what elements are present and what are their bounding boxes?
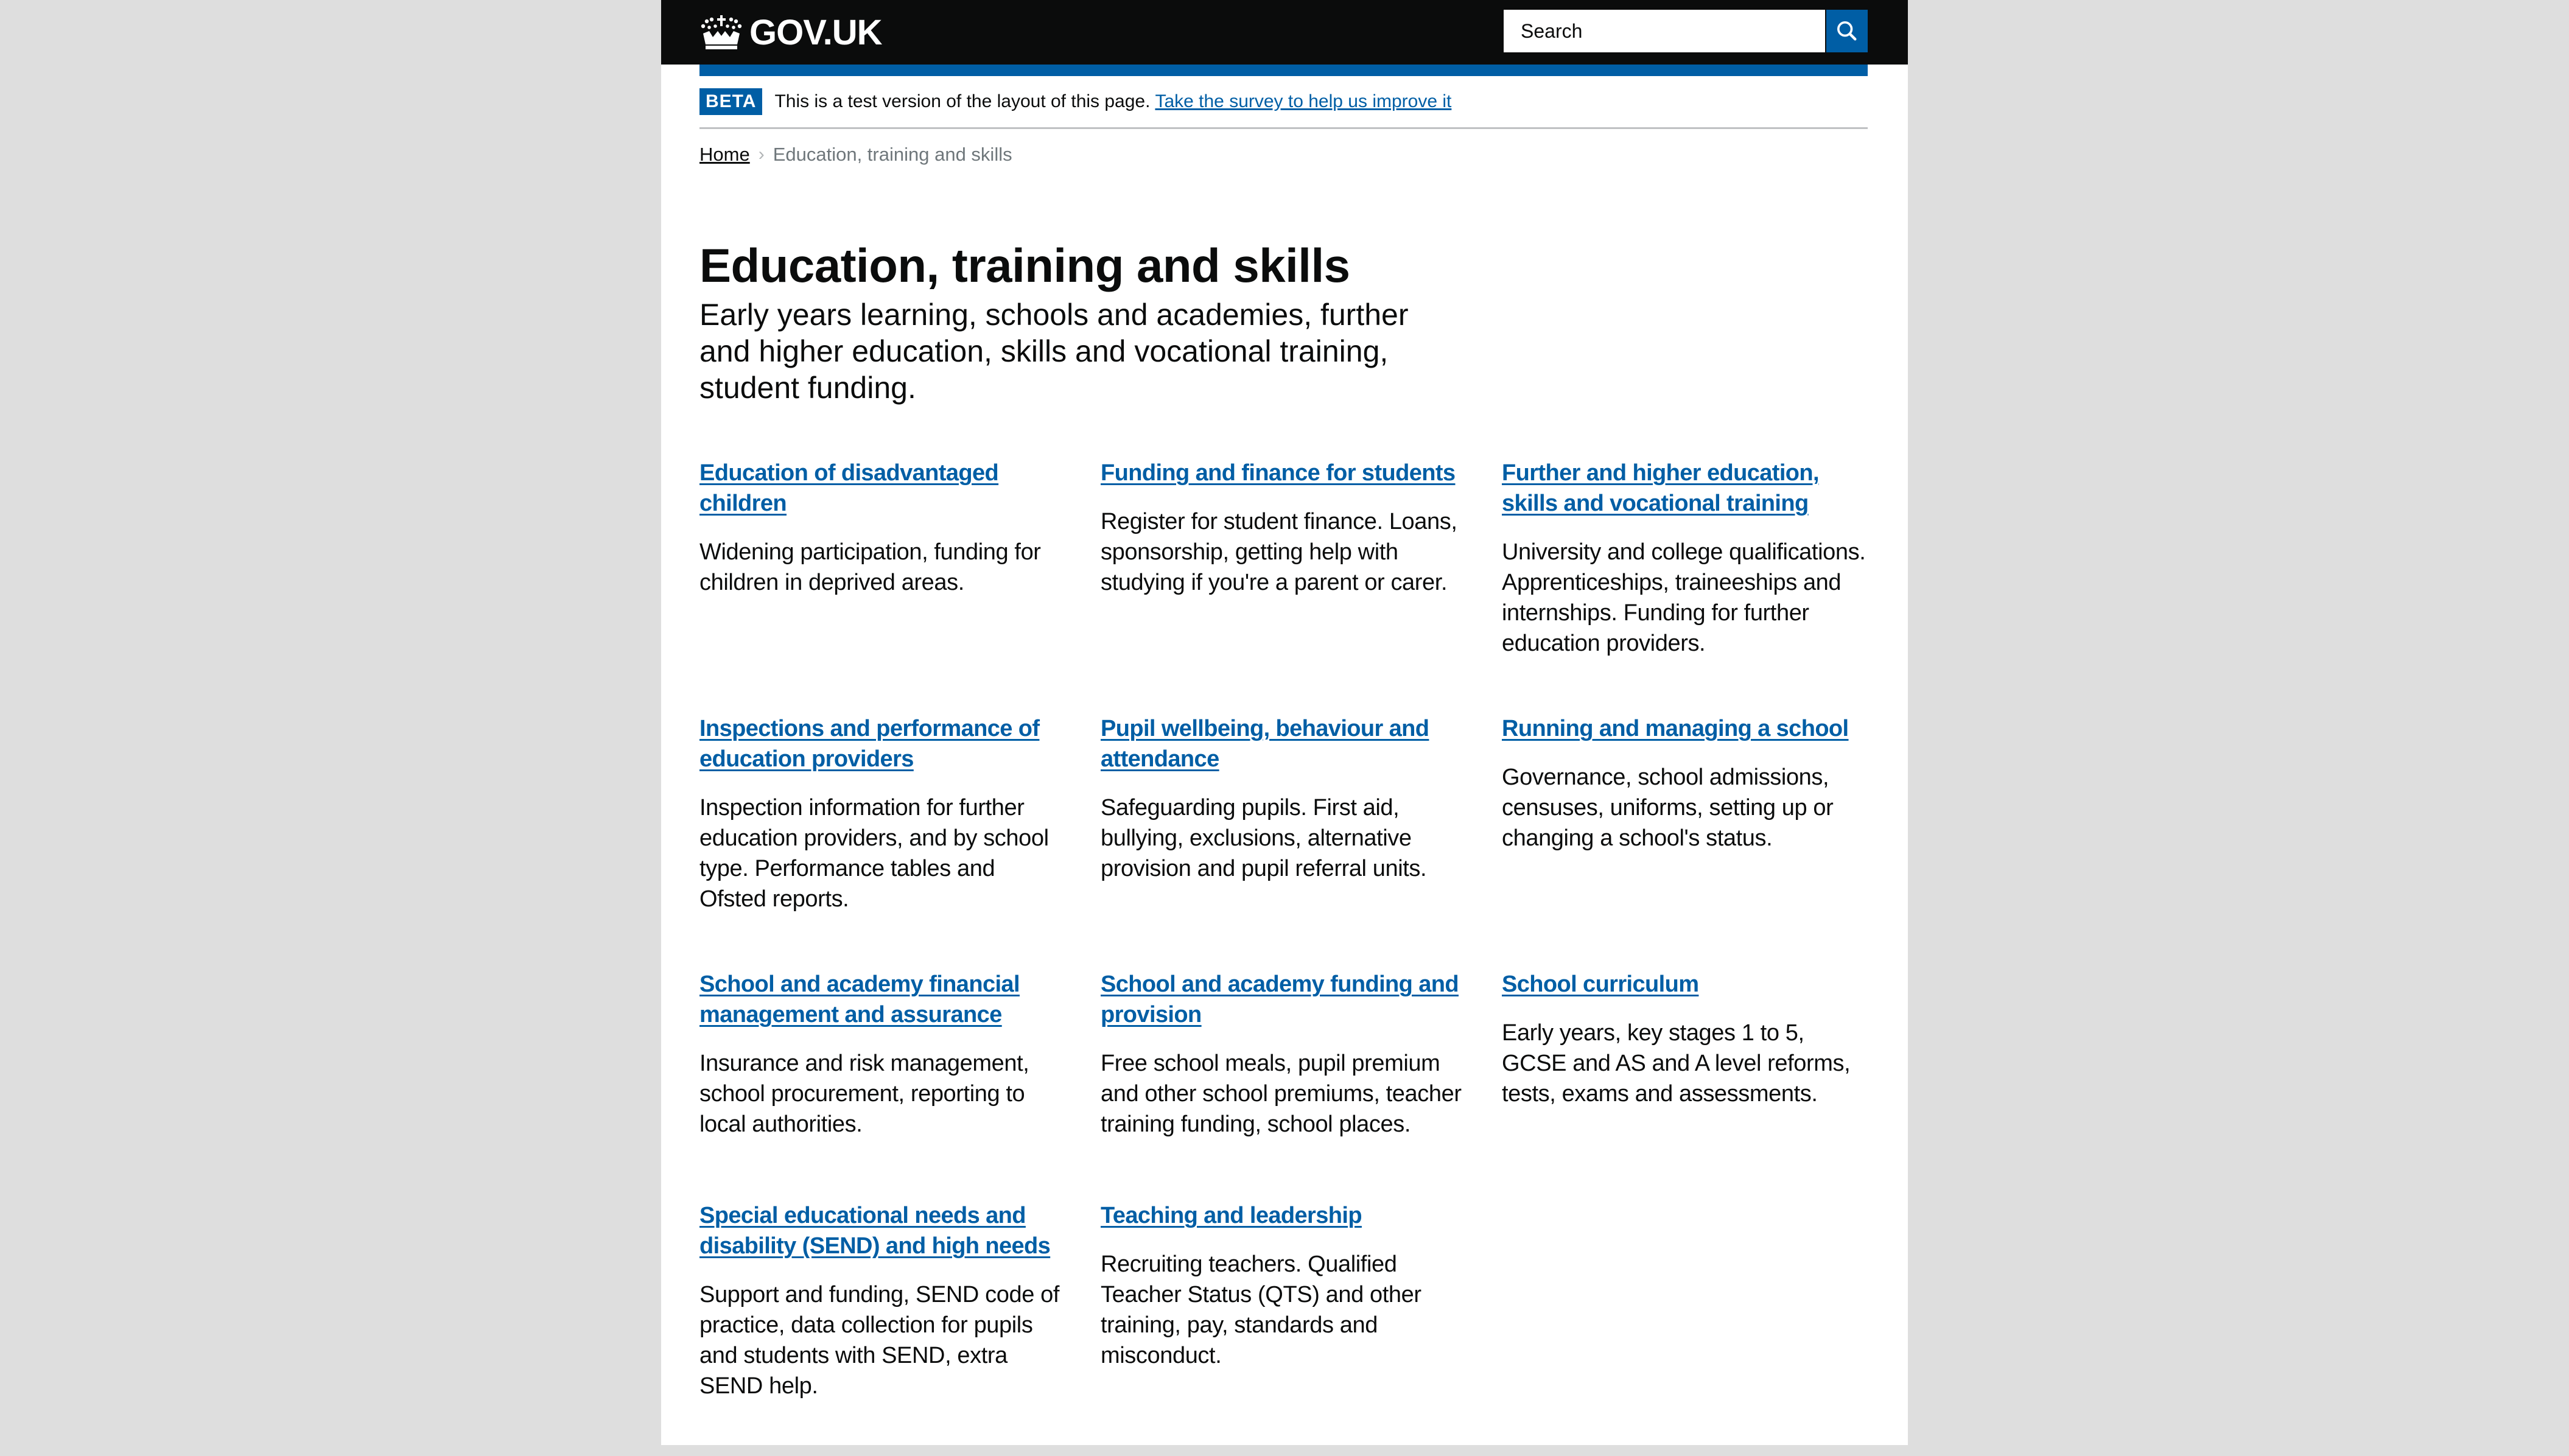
topic-description: Governance, school admissions, censuses, uniforms, setting up or changing a school's status. bbox=[1502, 765, 1834, 851]
topic-card bbox=[1101, 713, 1466, 969]
topic-card bbox=[1502, 458, 1867, 713]
site-header bbox=[661, 0, 1908, 65]
banner-divider bbox=[699, 127, 1868, 129]
beta-banner bbox=[699, 88, 1451, 115]
survey-link[interactable]: Take the survey to help us improve it bbox=[1155, 91, 1452, 111]
topic-link[interactable]: School and academy funding and provision bbox=[1101, 971, 1459, 1027]
breadcrumb-current: Education, training and skills bbox=[773, 144, 1012, 165]
topic-description: Safeguarding pupils. First aid, bullying, exclusions, alternative provision and pupil referral units. bbox=[1101, 795, 1427, 881]
search-icon bbox=[1835, 19, 1859, 43]
topic-link[interactable]: Inspections and performance of education providers bbox=[699, 716, 1040, 772]
breadcrumb-home[interactable]: Home bbox=[699, 144, 750, 165]
topic-link[interactable]: Funding and finance for students bbox=[1101, 460, 1456, 486]
topic-description: Register for student finance. Loans, sponsorship, getting help with studying if you're a parent or carer. bbox=[1101, 509, 1457, 595]
topic-link[interactable]: Special educational needs and disability (SEND) and high needs bbox=[699, 1203, 1051, 1259]
topic-card bbox=[1101, 1200, 1466, 1456]
topic-card bbox=[699, 969, 1065, 1200]
topic-description: Inspection information for further education providers, and by school type. Performance tables and Ofsted reports. bbox=[699, 795, 1049, 912]
beta-text: This is a test version of the layout of this page. bbox=[774, 91, 1151, 111]
topic-description: Insurance and risk management, school procurement, reporting to local authorities. bbox=[699, 1051, 1029, 1137]
topic-link[interactable]: Further and higher education, skills and vocational training bbox=[1502, 460, 1819, 516]
topic-card bbox=[1502, 713, 1867, 969]
topic-description: Widening participation, funding for children in deprived areas. bbox=[699, 539, 1041, 595]
topic-link[interactable]: School curriculum bbox=[1502, 971, 1699, 997]
page-title: Education, training and skills bbox=[699, 239, 1350, 292]
topic-link[interactable]: Teaching and leadership bbox=[1101, 1203, 1362, 1228]
chevron-right-icon: › bbox=[758, 144, 765, 164]
page-container bbox=[661, 0, 1908, 1445]
search-button[interactable] bbox=[1825, 10, 1868, 52]
topic-description: Support and funding, SEND code of practice, data collection for pupils and students with SEND, extra SEND help. bbox=[699, 1282, 1059, 1399]
search-form bbox=[1504, 10, 1868, 52]
topic-card bbox=[699, 458, 1065, 713]
page-description: Early years learning, schools and academies, further and higher education, skills and vocational training, student funding. bbox=[699, 298, 1409, 405]
search-input[interactable] bbox=[1504, 10, 1825, 52]
breadcrumb bbox=[699, 141, 1012, 168]
crown-icon bbox=[699, 14, 743, 51]
topic-description: Early years, key stages 1 to 5, GCSE and AS and A level reforms, tests, exams and assessments. bbox=[1502, 1020, 1851, 1107]
header-blue-bar bbox=[699, 65, 1868, 76]
topic-grid bbox=[699, 458, 1868, 1456]
topic-description: Recruiting teachers. Qualified Teacher Status (QTS) and other training, pay, standards and misconduct. bbox=[1101, 1251, 1421, 1368]
topic-link[interactable]: Running and managing a school bbox=[1502, 716, 1849, 741]
govuk-logo-link[interactable] bbox=[699, 12, 881, 52]
beta-tag: BETA bbox=[699, 88, 762, 115]
topic-link[interactable]: Education of disadvantaged children bbox=[699, 460, 999, 516]
topic-description: University and college qualifications. Apprenticeships, traineeships and internships. Funding for further education providers. bbox=[1502, 539, 1866, 656]
topic-card bbox=[1101, 458, 1466, 713]
topic-card bbox=[1502, 969, 1867, 1200]
topic-link[interactable]: School and academy financial management and assurance bbox=[699, 971, 1020, 1027]
topic-link[interactable]: Pupil wellbeing, behaviour and attendance bbox=[1101, 716, 1429, 772]
topic-card bbox=[1101, 969, 1466, 1200]
topic-description: Free school meals, pupil premium and other school premiums, teacher training funding, school places. bbox=[1101, 1051, 1462, 1137]
topic-card bbox=[699, 713, 1065, 969]
topic-card bbox=[699, 1200, 1065, 1456]
logo-text: GOV.UK bbox=[749, 12, 882, 52]
